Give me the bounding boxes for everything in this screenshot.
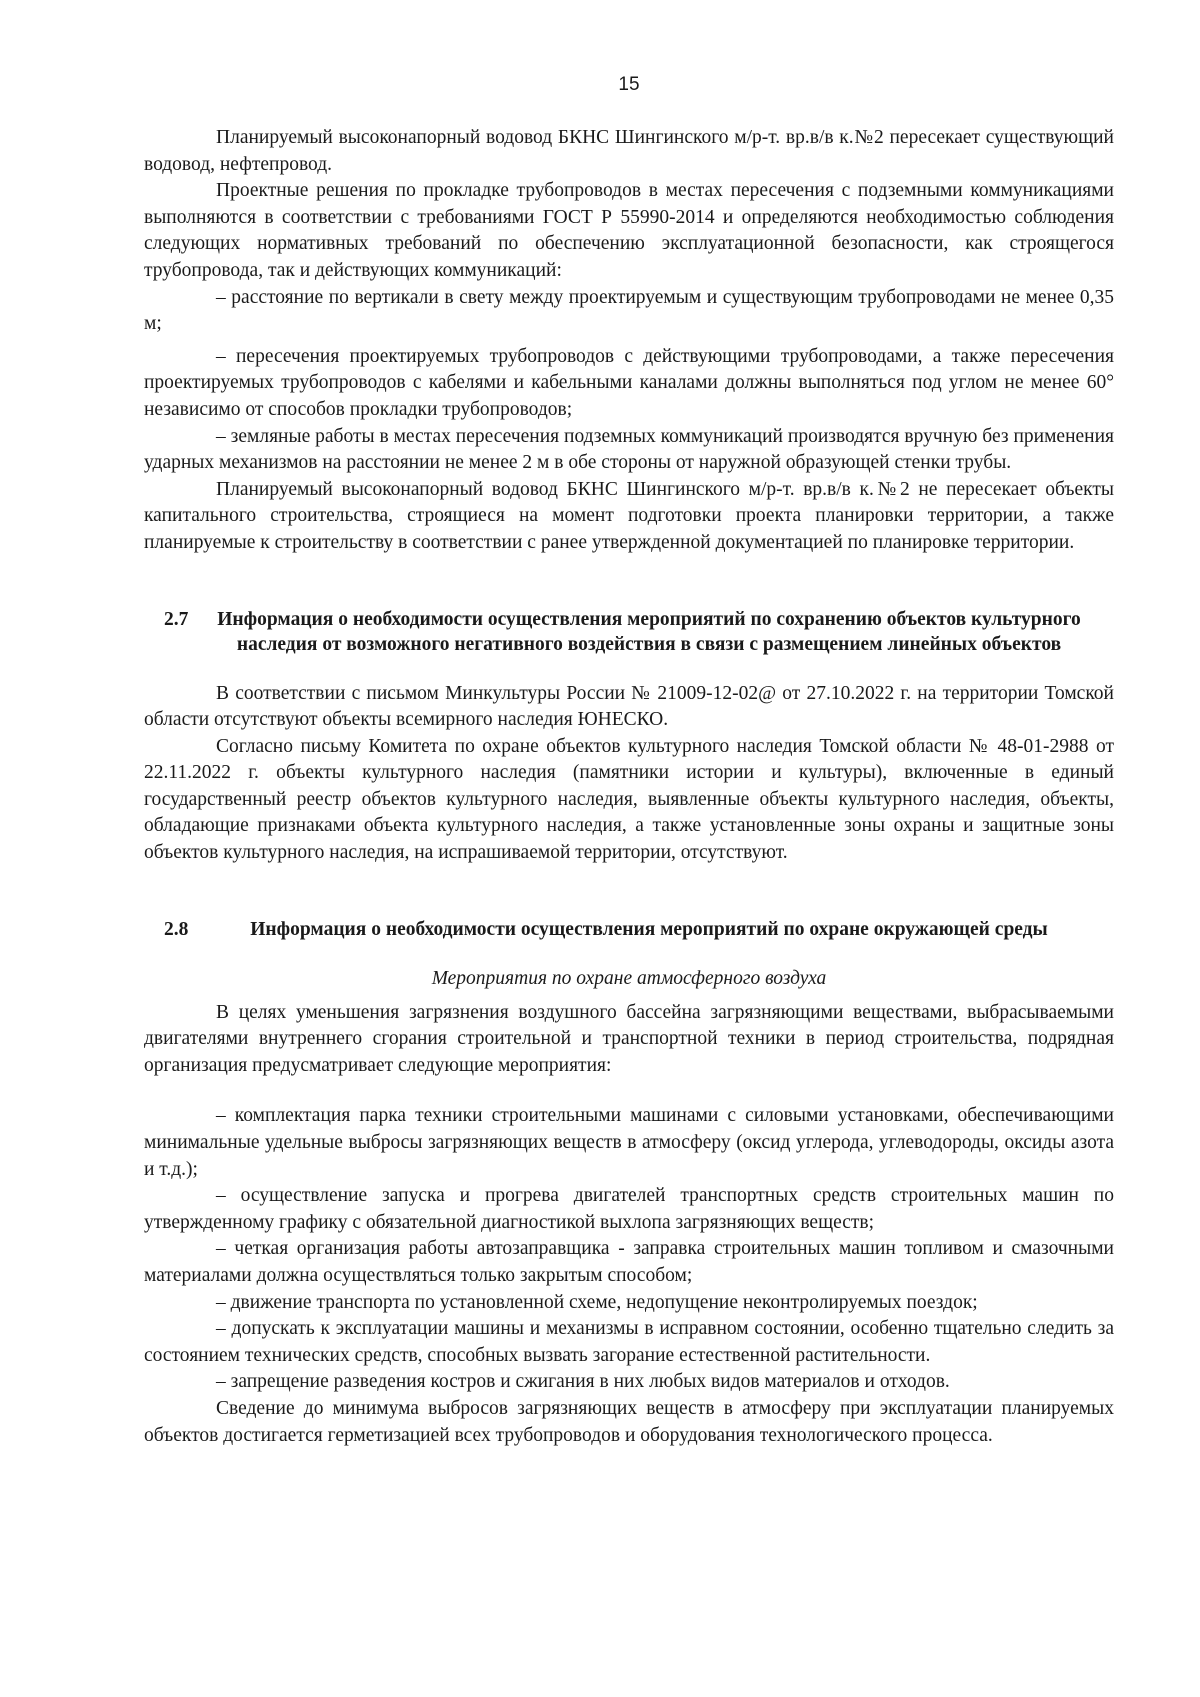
list-item: – движение транспорта по установленной схеме, недопущение неконтролируемых поездок; <box>216 1291 978 1313</box>
list-item: – осуществление запуска и прогрева двигателей транспортных средств строительных машин по утвержденному графику с обязательной диагностикой выхлопа загрязняющих веществ; <box>144 1185 1114 1233</box>
list-item: – комплектация парка техники строительными машинами с силовыми установками, обеспечивающими минимальные удельные выбросы загрязняющих веществ в атмосферу (оксид углерода, углеводороды, оксиды азота и т.д.); <box>144 1105 1114 1180</box>
paragraph: Проектные решения по прокладке трубопроводов в местах пересечения с подземными коммуникациями выполняются в соответствии с требованиями ГОСТ Р 55990-2014 и определяются необходимостью соблюдения следующих нормативных требований по обеспечению эксплуатационной безопасности, как строящегося трубопровода, так и действующих коммуникаций: <box>144 180 1114 281</box>
list-item: – расстояние по вертикали в свету между проектируемым и существующим трубопроводами не менее 0,35 м; <box>144 286 1114 335</box>
section-heading-2-8 <box>144 917 1114 942</box>
paragraph: Сведение до минимума выбросов загрязняющих веществ в атмосферу при эксплуатации планируемых объектов достигается герметизацией всех трубопроводов и оборудования технологического процесса. <box>144 1397 1114 1446</box>
list-item: – пересечения проектируемых трубопроводов с действующими трубопроводами, а также пересечения проектируемых трубопроводов с кабелями и кабельными каналами должны выполняться под углом не менее 60° независимо от способов прокладки трубопроводов; <box>144 345 1114 420</box>
page-number: 15 <box>618 74 640 95</box>
list-item: – четкая организация работы автозаправщика - заправка строительных машин топливом и смазочными материалами должна осуществляться только закрытым способом; <box>144 1238 1114 1286</box>
subsection-heading: Мероприятия по охране атмосферного воздуха <box>431 967 827 989</box>
section-number: 2.7 <box>164 608 189 630</box>
page-content <box>144 125 1114 1449</box>
paragraph: В целях уменьшения загрязнения воздушного бассейна загрязняющими веществами, выбрасываемыми двигателями внутреннего сгорания строительной и транспортной техники в период строительства, подрядная организация предусматривает следующие мероприятия: <box>144 1001 1114 1076</box>
paragraph: Согласно письму Комитета по охране объектов культурного наследия Томской области № 48-01-2988 от 22.11.2022 г. объекты культурного наследия (памятники истории и культуры), включенные в единый государственный реестр объектов культурного наследия, выявленные объекты культурного наследия, объекты, обладающие признаками объекта культурного наследия, а также установленные зоны охраны и защитные зоны объектов культурного наследия, на испрашиваемой территории, отсутствуют. <box>144 735 1114 864</box>
section-number: 2.8 <box>164 918 189 940</box>
list-item: – земляные работы в местах пересечения подземных коммуникаций производятся вручную без применения ударных механизмов на расстоянии не менее 2 м в обе стороны от наружной образующей стенки трубы. <box>144 425 1114 474</box>
paragraph: Планируемый высоконапорный водовод БКНС Шингинского м/р-т. вр.в/в к.№2 не пересекает объекты капитального строительства, строящиеся на момент подготовки проекта планировки территории, а также планируемые к строительству в соответствии с ранее утвержденной документацией по планировке территории. <box>144 478 1114 553</box>
section-title: Информация о необходимости осуществления мероприятий по сохранению объектов культурного наследия от возможного негативного воздействия в связи с размещением линейных объектов <box>217 608 1081 655</box>
section-title: Информация о необходимости осуществления мероприятий по охране окружающей среды <box>250 918 1048 940</box>
paragraph: Планируемый высоконапорный водовод БКНС Шингинского м/р-т. вр.в/в к.№2 пересекает существующий водовод, нефтепровод. <box>144 127 1114 175</box>
paragraph: В соответствии с письмом Минкультуры России № 21009-12-02@ от 27.10.2022 г. на территории Томской области отсутствуют объекты всемирного наследия ЮНЕСКО. <box>144 682 1114 731</box>
section-heading-2-7 <box>144 607 1114 657</box>
list-item: – допускать к эксплуатации машины и механизмы в исправном состоянии, особенно тщательно следить за состоянием технических средств, способных вызвать загорание естественной растительности. <box>144 1318 1114 1366</box>
list-item: – запрещение разведения костров и сжигания в них любых видов материалов и отходов. <box>216 1371 950 1393</box>
